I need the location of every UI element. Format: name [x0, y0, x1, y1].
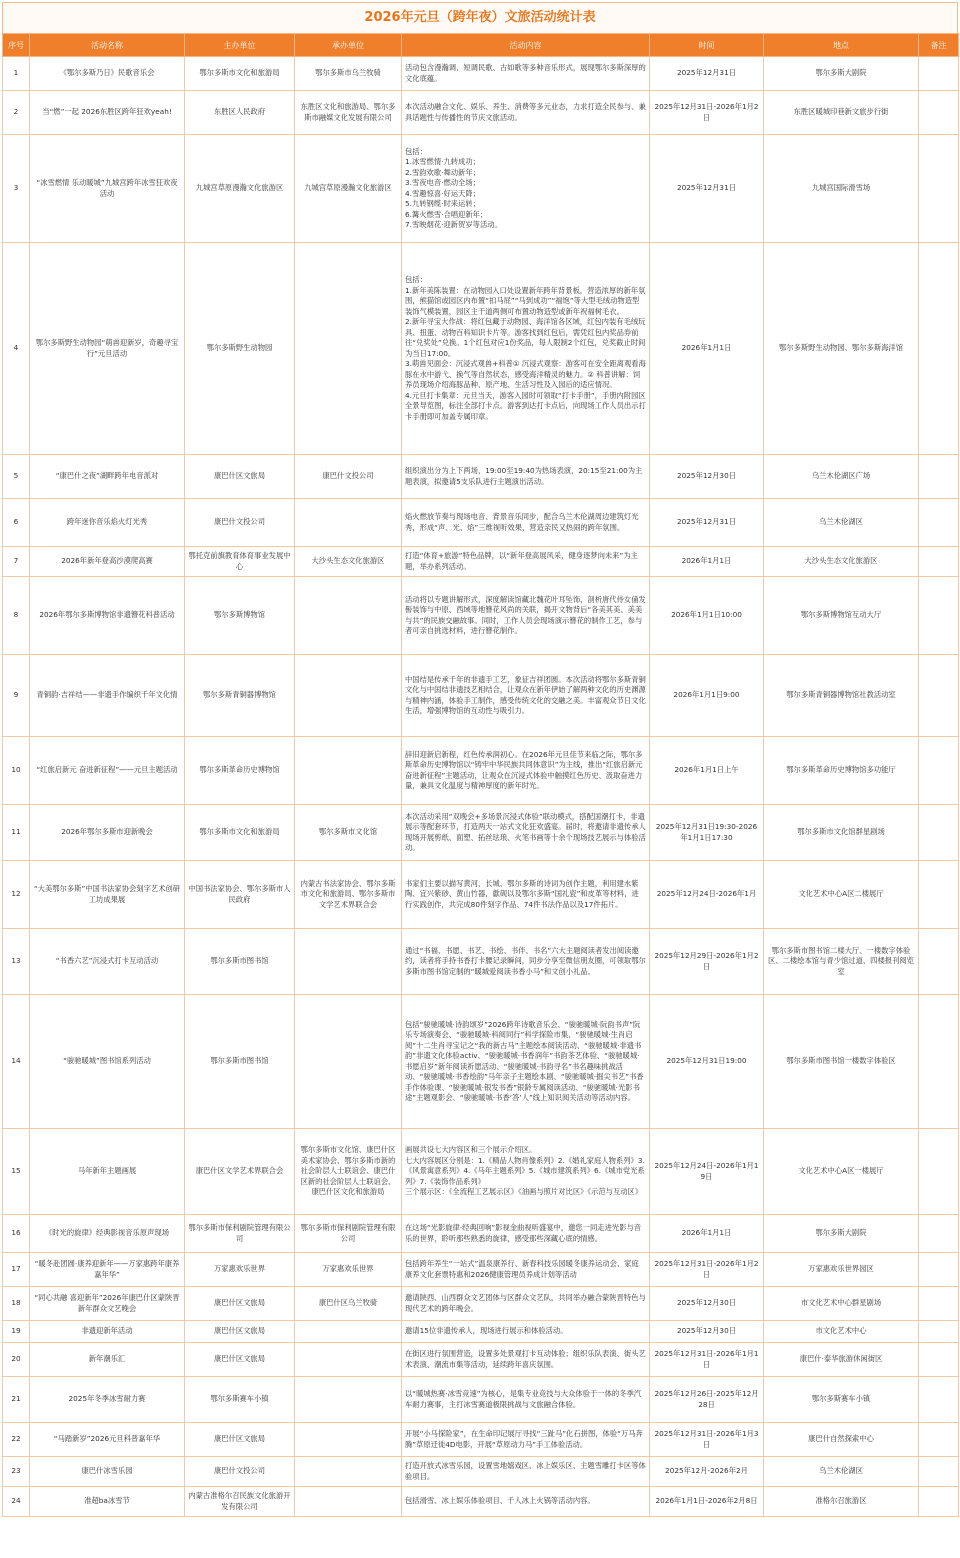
activity-content: 邀请陕西、山西群众文艺团体与区群众文艺队，共同举办融合蒙陕晋特色与现代艺术的跨年晚会。 [402, 1287, 650, 1321]
activity-name: “红旅启新元 奋进新征程”——元旦主题活动 [30, 737, 185, 805]
activity-table [2, 33, 959, 1517]
note-cell [919, 1377, 959, 1423]
activity-time: 2026年1月1日 [650, 547, 764, 577]
activity-content: 通过“书福、书愿、书艺、书绘、书伴、书名”六大主题阅读者发出阅读邀约，读者将手持书香打卡腰记录瞬间，同步分享至微信朋友圈，可领取鄂尔多斯市图书馆定制的“暖城爱阅读书香小马”和文创小礼品。 [402, 929, 650, 995]
undertaker: 大沙头生态文化旅游区 [295, 547, 402, 577]
activity-name: “暖冬赴团圆·康养迎新年——万家惠跨年康养嘉年华” [30, 1253, 185, 1287]
undertaker [295, 243, 402, 455]
note-cell [919, 1321, 959, 1343]
row-number: 1 [3, 57, 30, 91]
note-cell [919, 737, 959, 805]
activity-location: 准格尔召旅游区 [764, 1487, 919, 1517]
note-cell [919, 243, 959, 455]
undertaker: 鄂尔多斯市文化馆 [295, 805, 402, 861]
activity-time: 2025年12月30日 [650, 1321, 764, 1343]
row-number: 20 [3, 1343, 30, 1377]
activity-content: 书家们主要以描写黄河、长城、鄂尔多斯的诗词为创作主题，利用建水紫陶、宜兴紫砂、黄山竹器，歙砚以及鄂尔多斯“国礼瓷”和皮革等材料，进行实践创作，共完成80件刻字作品、74件书法作品以及17件拓片。 [402, 861, 650, 929]
activity-content: 活动将以专题讲解形式，深度解读馆藏北魏花叶耳坠饰，剖析唐代侍女俑发髻装饰与中原、西域等地簪花风尚的关联，揭开文物背后“各美其美、美美与共”的民族交融故事。同时，工作人员会现场演示簪花的制作工艺，参与者可亲自挑选材料，进行簪花制作。 [402, 577, 650, 655]
table-row [3, 737, 959, 805]
activity-name: 新年潮乐汇 [30, 1343, 185, 1377]
activity-time: 2026年1月1日上午 [650, 737, 764, 805]
header-undertaker: 承办单位 [295, 34, 402, 57]
activity-name: 当“燃”一起 2026东胜区跨年狂欢yeah! [30, 91, 185, 135]
header-location: 地点 [764, 34, 919, 57]
activity-content: 以“暖城热赛·冰雪竞速”为核心，是集专业竞技与大众体验于一体的冬季汽车耐力赛事，主打冰雪赛道极限挑战与文旅融合体验。 [402, 1377, 650, 1423]
activity-content: 在这场“光影旋律·经典回响”影视金曲视听盛宴中，邀您一同走进光影与音乐的世界，聆听那些熟悉的旋律，感受那些深藏心底的情感。 [402, 1215, 650, 1253]
activity-content: 在街区进行氛围营造，设置多处景观打卡互动体验；组织乐队表演、街头艺术表演、潮流市集等活动，延续跨年喜庆氛围。 [402, 1343, 650, 1377]
activity-time: 2025年12月31日 [650, 57, 764, 91]
undertaker: 九城宫草原漫瀚文化旅游区 [295, 135, 402, 243]
table-row [3, 1343, 959, 1377]
activity-time: 2025年12月29日-2026年1月2日 [650, 929, 764, 995]
organizer: 康巴什文投公司 [185, 1457, 295, 1487]
activity-location: 乌兰木伦湖区 [764, 499, 919, 547]
activity-content: 画展共设七大内容区和三个展示介绍区。 七大内容展区分别是：1.《精品人物肖像系列》2.《婚礼家庭人物系列》3.《风景寓意系列》4.《马年主题系列》5.《城市建筑系列》6.《城市党光系列》7.《装饰作品系列》 三个展示区：《全流程工艺展示区》《油画与照片对比区》《示范与互动区》 [402, 1129, 650, 1215]
organizer: 康巴什区文旅局 [185, 1287, 295, 1321]
organizer: 康巴什区文旅局 [185, 455, 295, 499]
activity-time: 2026年1月1日-2026年2月8日 [650, 1487, 764, 1517]
undertaker: 鄂尔多斯市文化馆、康巴什区美术家协会、鄂尔多斯市新的社会阶层人士联谊会、康巴什区新的社会阶层人士联谊会、康巴什区文化和旅游局 [295, 1129, 402, 1215]
note-cell [919, 1129, 959, 1215]
activity-location: 康巴什自然探索中心 [764, 1423, 919, 1457]
table-row [3, 135, 959, 243]
organizer: 鄂托克前旗教育体育事业发展中心 [185, 547, 295, 577]
activity-time: 2025年12月31日19:30-2026年1月1日17:30 [650, 805, 764, 861]
activity-time: 2025年12月31日-2026年1月2日 [650, 1253, 764, 1287]
activity-location: 鄂尔多斯博物馆互动大厅 [764, 577, 919, 655]
activity-time: 2025年12月31日19:00 [650, 995, 764, 1129]
activity-location: 东胜区暖城印巷新文旅步行街 [764, 91, 919, 135]
undertaker [295, 1457, 402, 1487]
table-row [3, 1253, 959, 1287]
row-number: 11 [3, 805, 30, 861]
header-no: 序号 [3, 34, 30, 57]
activity-time: 2025年12月26日-2025年12月28日 [650, 1377, 764, 1423]
activity-content: 活动包含漫瀚调、短调民歌、古如歌等多种音乐形式，展现鄂尔多斯深厚的文化底蕴。 [402, 57, 650, 91]
organizer: 鄂尔多斯青铜器博物馆 [185, 655, 295, 737]
row-number: 19 [3, 1321, 30, 1343]
undertaker: 康巴什文投公司 [295, 455, 402, 499]
activity-content: 包括“骏驰暖城·诗韵颂岁”2026跨年诗歌音乐会、“骏驰暖城·阮韵书声”阮乐专场演奏会、“骏驰暖城·科阅同行”科学探险市集、“骏驰暖城·生肖启阅”十二生肖寻宝记之“我的新古马”主题绘本阅读活动、“骏驰暖城·非遗书韵”非遗文化体验activ、“骏驰暖城·书香润年”书韵茶艺体验、“骏驰暖城·书愿启岁”新年阅读祈愿活动、“骏驰暖城·书韵寻名”书名趣味挑战活动、“骏驰暖城·书香绘韵”马年亲子主题绘本剧、“骏驰暖城·掘尖书艺”书香手作体验课、“骏驰暖城·银发书香”银龄专属阅读活动、“骏驰暖城·光影书途”主题观影会、“骏驰暖城·书香‘答’人”线上知识阅关活动等活动内容。 [402, 995, 650, 1129]
note-cell [919, 861, 959, 929]
table-row [3, 547, 959, 577]
activity-content: 组织演出分为上下两场，19:00至19:40为热场表演，20:15至21:00为主题表演，拟邀请5支乐队进行主题演出活动。 [402, 455, 650, 499]
table-row [3, 995, 959, 1129]
organizer: 鄂尔多斯革命历史博物馆 [185, 737, 295, 805]
table-row [3, 1377, 959, 1423]
note-cell [919, 547, 959, 577]
activity-name: 鄂尔多斯野生动物园“萌兽迎新岁，奇趣寻宝行”元旦活动 [30, 243, 185, 455]
activity-time: 2025年12月31日 [650, 499, 764, 547]
row-number: 21 [3, 1377, 30, 1423]
table-title: 2026年元旦（跨年夜）文旅活动统计表 [2, 2, 958, 33]
row-number: 24 [3, 1487, 30, 1517]
activity-location: 大沙头生态文化旅游区 [764, 547, 919, 577]
activity-location: 九城宫国际滑雪场 [764, 135, 919, 243]
activity-time: 2026年1月1日10:00 [650, 577, 764, 655]
activity-content: 中国结是传承千年的非遗手工艺，象征吉祥团圆。本次活动将鄂尔多斯青铜文化与中国结非遗技艺相结合，让观众在新年伊始了解两种文化的历史渊源与精神内涵，体验手工制作，感受传统文化的交融之美。丰富观众节日文化生活，增强博物馆的互动性与吸引力。 [402, 655, 650, 737]
activity-name: “同心共融 喜迎新年”2026年康巴什区蒙陕晋新年群众文艺晚会 [30, 1287, 185, 1321]
note-cell [919, 929, 959, 995]
activity-time: 2025年12月31日 [650, 135, 764, 243]
activity-time: 2025年12月31日-2026年1月2日 [650, 91, 764, 135]
organizer: 鄂尔多斯野生动物园 [185, 243, 295, 455]
activity-location: 鄂尔多斯青铜器博物馆社教活动室 [764, 655, 919, 737]
activity-content: 包括跨年养生“一站式”温泉康养行、新春科技乐园暖冬康养运动会、家庭康养文化套票特惠和2026健康管理员养成计划等活动 [402, 1253, 650, 1287]
activity-name: 2025年冬季冰雪耐力赛 [30, 1377, 185, 1423]
table-row [3, 1487, 959, 1517]
activity-content: 辞旧迎新启新程，红色传承润初心。在2026年元旦佳节来临之际，鄂尔多斯革命历史博物馆以“铸牢中华民族共同体意识”为主线，推出“红旅启新元 奋进新征程”主题活动，让观众在沉浸式体验中触摸红色历史、汲取奋进力量，兼具文化温度与精神厚度的新年时光。 [402, 737, 650, 805]
table-row [3, 455, 959, 499]
activity-content: 包括滑雪、冰上娱乐体验项目、千人冰上火锅等活动内容。 [402, 1487, 650, 1517]
undertaker: 康巴什区乌兰牧骑 [295, 1287, 402, 1321]
table-row [3, 499, 959, 547]
activity-name: 《鄂尔多斯乃日》民歌音乐会 [30, 57, 185, 91]
row-number: 6 [3, 499, 30, 547]
activity-location: 鄂尔多斯野生动物园、鄂尔多斯海洋馆 [764, 243, 919, 455]
row-number: 10 [3, 737, 30, 805]
organizer: 万家惠欢乐世界 [185, 1253, 295, 1287]
note-cell [919, 655, 959, 737]
activity-location: 鄂尔多斯市图书馆二楼大厅、一楼数字体验区、二楼绘本馆与青少馆过道、四楼报刊阅览室 [764, 929, 919, 995]
activity-name: “书香六艺”沉浸式打卡互动活动 [30, 929, 185, 995]
note-cell [919, 1215, 959, 1253]
organizer: 鄂尔多斯赛车小镇 [185, 1377, 295, 1423]
note-cell [919, 1253, 959, 1287]
note-cell [919, 57, 959, 91]
activity-name: 2026年新年登高沙漠爬高赛 [30, 547, 185, 577]
activity-name: 马年新年主题画展 [30, 1129, 185, 1215]
note-cell [919, 1487, 959, 1517]
note-cell [919, 135, 959, 243]
table-row [3, 655, 959, 737]
activity-content: 本次活动采用“双晚会+多场景沉浸式体验”联动模式，搭配国潮打卡，非遗展示等配套环节，打造两天一站式文化狂欢盛宴。届时，将邀请非遗传承人现场开展剪纸、面塑、拓丝珐琅、火笔书画等十余个现场技艺展示与体验活动。 [402, 805, 650, 861]
note-cell [919, 995, 959, 1129]
activity-time: 2025年12月31日-2026年1月1日 [650, 1343, 764, 1377]
undertaker: 东胜区文化和旅游局、鄂尔多斯市融媒文化发展有限公司 [295, 91, 402, 135]
table-row [3, 57, 959, 91]
activity-content: 焰火燃放节奏与现场电音、背景音乐同步，配合乌兰木伦湖周边建筑灯光秀，形成“声、光、焰”三维视听效果，营造亲民又热闹的跨年氛围。 [402, 499, 650, 547]
organizer: 鄂尔多斯市文化和旅游局 [185, 57, 295, 91]
table-row [3, 91, 959, 135]
row-number: 23 [3, 1457, 30, 1487]
undertaker [295, 577, 402, 655]
activity-time: 2026年1月1日 [650, 1215, 764, 1253]
table-row [3, 577, 959, 655]
header-name: 活动名称 [30, 34, 185, 57]
activity-location: 乌兰木伦湖区广场 [764, 455, 919, 499]
undertaker [295, 1423, 402, 1457]
table-row [3, 929, 959, 995]
activity-name: “大美鄂尔多斯”中国书法家协会刻字艺术创研工坊成果展 [30, 861, 185, 929]
activity-content: 邀请15位非遗传承人，现场进行展示和体验活动。 [402, 1321, 650, 1343]
organizer: 鄂尔多斯市文化和旅游局 [185, 805, 295, 861]
undertaker: 鄂尔多斯市乌兰牧骑 [295, 57, 402, 91]
activity-name: 2026年鄂尔多斯市迎新晚会 [30, 805, 185, 861]
undertaker [295, 1321, 402, 1343]
activity-location: 文化艺术中心A区一楼展厅 [764, 1129, 919, 1215]
organizer: 内蒙古准格尔召民族文化旅游开发有限公司 [185, 1487, 295, 1517]
note-cell [919, 1423, 959, 1457]
row-number: 5 [3, 455, 30, 499]
note-cell [919, 577, 959, 655]
undertaker [295, 499, 402, 547]
activity-name: “马踏新岁”2026元旦科普嘉年华 [30, 1423, 185, 1457]
header-note: 备注 [919, 34, 959, 57]
undertaker [295, 929, 402, 995]
table-row [3, 805, 959, 861]
activity-time: 2026年1月1日 [650, 243, 764, 455]
activity-location: 鄂尔多斯革命历史博物馆多功能厅 [764, 737, 919, 805]
row-number: 17 [3, 1253, 30, 1287]
undertaker [295, 655, 402, 737]
table-row [3, 861, 959, 929]
organizer: 康巴什文投公司 [185, 499, 295, 547]
row-number: 13 [3, 929, 30, 995]
undertaker: 鄂尔多斯市保利剧院管理有限公司 [295, 1215, 402, 1253]
activity-location: 万家惠欢乐世界园区 [764, 1253, 919, 1287]
undertaker [295, 1377, 402, 1423]
note-cell [919, 805, 959, 861]
header-time: 时间 [650, 34, 764, 57]
activity-location: 鄂尔多斯赛车小镇 [764, 1377, 919, 1423]
organizer: 九城宫草原漫瀚文化旅游区 [185, 135, 295, 243]
activity-content: 打造“体育+旅游”特色品牌，以“新年登高展风采，健身逐梦向未来”为主题，举办系列活动。 [402, 547, 650, 577]
organizer: 鄂尔多斯博物馆 [185, 577, 295, 655]
row-number: 15 [3, 1129, 30, 1215]
organizer: 鄂尔多斯市图书馆 [185, 929, 295, 995]
header-row [3, 34, 959, 57]
row-number: 3 [3, 135, 30, 243]
row-number: 12 [3, 861, 30, 929]
undertaker [295, 995, 402, 1129]
undertaker [295, 1343, 402, 1377]
activity-time: 2025年12月31日-2026年1月3日 [650, 1423, 764, 1457]
table-row [3, 243, 959, 455]
undertaker [295, 1487, 402, 1517]
row-number: 9 [3, 655, 30, 737]
activity-location: 鄂尔多斯市文化馆群星剧场 [764, 805, 919, 861]
header-content: 活动内容 [402, 34, 650, 57]
activity-name: “康巴什之夜”湖畔跨年电音派对 [30, 455, 185, 499]
activity-location: 鄂尔多斯市图书馆一楼数字体验区 [764, 995, 919, 1129]
organizer: 康巴什区文旅局 [185, 1423, 295, 1457]
activity-location: 康巴什·泰华旅游休闲街区 [764, 1343, 919, 1377]
row-number: 14 [3, 995, 30, 1129]
row-number: 2 [3, 91, 30, 135]
activity-location: 鄂尔多斯大剧院 [764, 1215, 919, 1253]
row-number: 22 [3, 1423, 30, 1457]
row-number: 18 [3, 1287, 30, 1321]
note-cell [919, 1343, 959, 1377]
organizer: 康巴什区文学艺术界联合会 [185, 1129, 295, 1215]
activity-content: 开展“小马探险家”，在生命印记展厅寻找“三趾马”化石拼图，体验“万马奔腾”草原迁徙4D电影，开展“草原动力马”手工体验活动。 [402, 1423, 650, 1457]
table-row [3, 1215, 959, 1253]
activity-name: 准超ba冰雪节 [30, 1487, 185, 1517]
activity-location: 市文化艺术中心 [764, 1321, 919, 1343]
header-organizer: 主办单位 [185, 34, 295, 57]
organizer: 鄂尔多斯市保利剧院管理有限公司 [185, 1215, 295, 1253]
activity-name: 青铜韵·吉祥结——非遗手作编织千年文化情 [30, 655, 185, 737]
table-row [3, 1321, 959, 1343]
table-body [3, 57, 959, 1517]
activity-location: 鄂尔多斯大剧院 [764, 57, 919, 91]
activity-time: 2026年1月1日9:00 [650, 655, 764, 737]
table-row [3, 1423, 959, 1457]
activity-time: 2025年12月30日 [650, 1287, 764, 1321]
activity-time: 2025年12月30日 [650, 455, 764, 499]
organizer: 东胜区人民政府 [185, 91, 295, 135]
activity-name: 康巴什冰雪乐园 [30, 1457, 185, 1487]
activity-name: 2026年鄂尔多斯博物馆非遗簪花科普活动 [30, 577, 185, 655]
organizer: 康巴什区文旅局 [185, 1343, 295, 1377]
activity-name: 非遗迎新年活动 [30, 1321, 185, 1343]
organizer: 鄂尔多斯市图书馆 [185, 995, 295, 1129]
undertaker: 内蒙古书法家协会、鄂尔多斯市文化和旅游局、鄂尔多斯市文学艺术界联合会 [295, 861, 402, 929]
activity-content: 本次活动融合文化、娱乐、养生、消费等多元业态，力求打造全民参与、兼具话题性与传播性的节庆文旅活动。 [402, 91, 650, 135]
undertaker: 万家惠欢乐世界 [295, 1253, 402, 1287]
organizer: 中国书法家协会、鄂尔多斯市人民政府 [185, 861, 295, 929]
activity-content: 打造开放式冰雪乐园，设置雪地嬉戏区、冰上娱乐区、主题雪雕打卡区等体验项目。 [402, 1457, 650, 1487]
note-cell [919, 91, 959, 135]
note-cell [919, 455, 959, 499]
activity-content: 包括： 1.冰雪燃情·九转成功； 2.雪韵欢歌·舞动新年； 3.雪夜电音·燃动全场； 4.雪趣惊喜·好运天降； 5.九转钢缆·时来运转； 6.篝火燃雪·合唱迎新年； 7.雪映烟花·迎新贺岁等活动。 [402, 135, 650, 243]
activity-name: “冰雪燃情 乐动暖城”九城宫跨年冰雪狂欢夜活动 [30, 135, 185, 243]
table-row [3, 1129, 959, 1215]
table-row [3, 1287, 959, 1321]
activity-time: 2025年12月24日-2026年1月 [650, 861, 764, 929]
activity-name: “骏驰暖城”图书馆系列活动 [30, 995, 185, 1129]
activity-name: 跨年迷你音乐焰火灯光秀 [30, 499, 185, 547]
note-cell [919, 1287, 959, 1321]
row-number: 16 [3, 1215, 30, 1253]
row-number: 8 [3, 577, 30, 655]
row-number: 4 [3, 243, 30, 455]
row-number: 7 [3, 547, 30, 577]
organizer: 康巴什区文旅局 [185, 1321, 295, 1343]
activity-name: 《时光的旋律》经典影视音乐原声现场 [30, 1215, 185, 1253]
activity-location: 乌兰木伦湖区 [764, 1457, 919, 1487]
activity-location: 文化艺术中心A区二楼展厅 [764, 861, 919, 929]
note-cell [919, 1457, 959, 1487]
activity-time: 2025年12月-2026年2月 [650, 1457, 764, 1487]
statistics-sheet [2, 2, 958, 1517]
activity-time: 2025年12月24日-2026年1月19日 [650, 1129, 764, 1215]
note-cell [919, 499, 959, 547]
table-row [3, 1457, 959, 1487]
undertaker [295, 737, 402, 805]
activity-content: 包括： 1.新年美陈装置：在动物园入口处设置新年跨年背景板，营造浓厚的新年氛围，熊猫馆或园区内布置“扣马屁”“马到成功”“福饱”等大型毛绒动物造型装饰气模装置，园区主干道两侧可布置动物造型或新年祝福树毛衣。 2.新年寻宝大作战：将红包藏于动物园、海洋馆各区域，红包内装有毛绒玩具、扭蛋、动物百科知识卡片等。游客找到红包后，需凭红包内奖品券前往“兑奖处”兑换。1个红包对应1份奖品，每人限制2个红包，兑奖截止时间为当日17:00。 3.萌兽见面会：沉浸式观兽+科普① 沉浸式观察：游客可在安全距离观看海豚在水中游弋、换气等自然状态，感受海洋精灵的魅力。② 科普讲解：饲养员现场介绍海豚品种、原产地、生活习性及入园后的适应情况。 4.元旦打卡集章：元旦当天，游客入园时可领取“打卡手册”，手册内附园区全景导览图，标注全部打卡点。游客到达打卡点后，向现场工作人员出示打卡手册即可加盖专属印章。 [402, 243, 650, 455]
activity-location: 市文化艺术中心群星剧场 [764, 1287, 919, 1321]
